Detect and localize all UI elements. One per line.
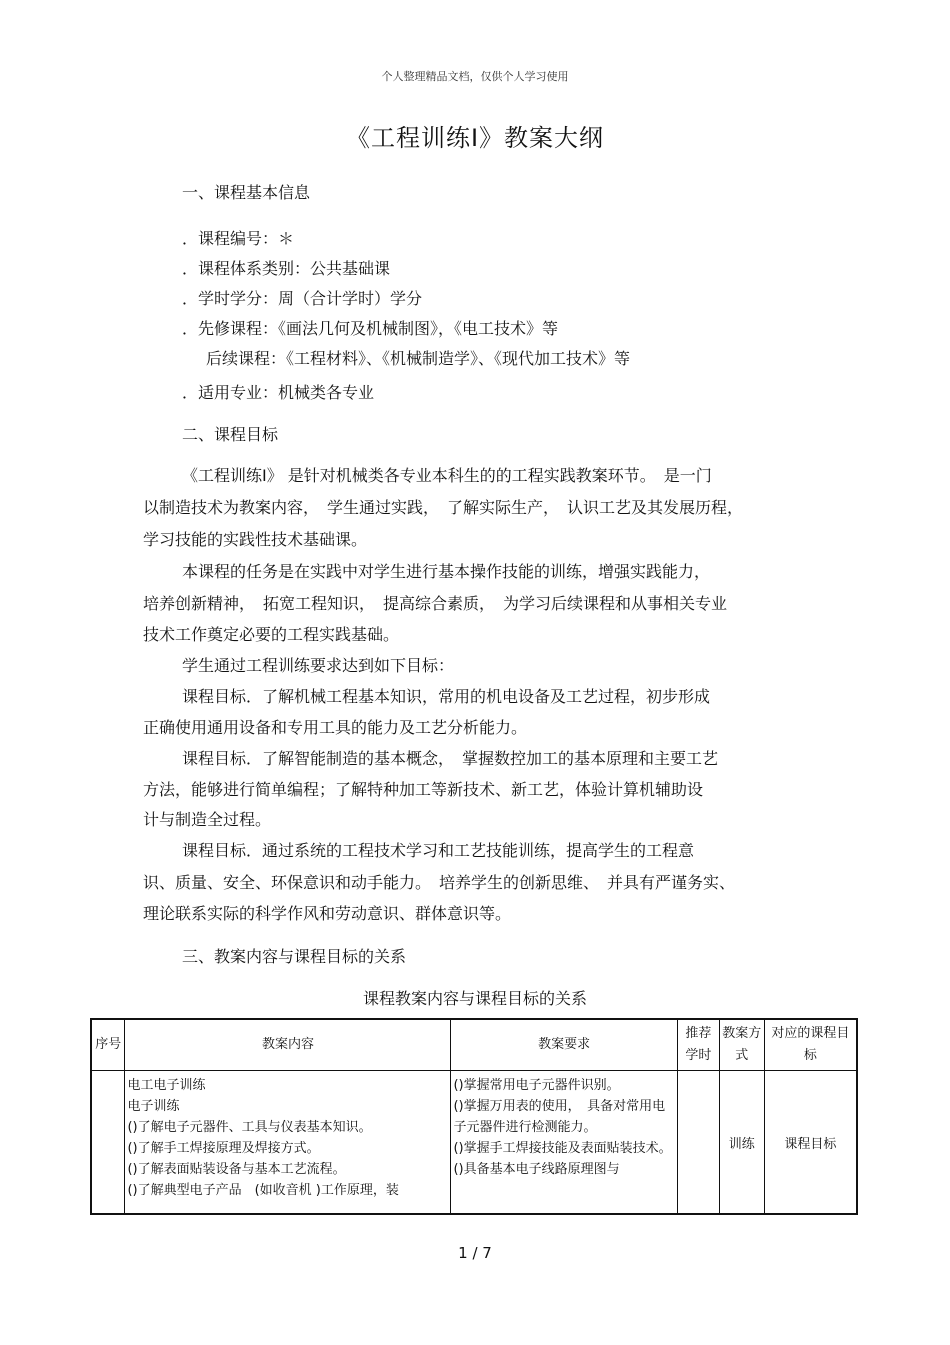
objective-line: 正确使用通用设备和专用工具的能力及工艺分析能力。 bbox=[143, 718, 528, 737]
objective-line: 《工程训练Ⅰ》 是针对机械类各专业本科生的的工程实践教案环节。 是一门 bbox=[182, 466, 712, 485]
content-line: ()了解表面贴装设备与基本工艺流程。 bbox=[127, 1162, 346, 1177]
info-prerequisites: ．先修课程：《画法几何及机械制图》，《电工技术》等 bbox=[182, 319, 559, 338]
objective-line: 学生通过工程训练要求达到如下目标： bbox=[182, 656, 455, 675]
info-course-category: ．课程体系类别：公共基础课 bbox=[182, 259, 391, 278]
info-applicable-majors: ．适用专业：机械类各专业 bbox=[182, 383, 375, 402]
section1-heading: 一、课程基本信息 bbox=[182, 183, 311, 202]
cell-target: 课程目标 bbox=[764, 1071, 857, 1215]
objective-line: 课程目标．了解智能制造的基本概念， 掌握数控加工的基本原理和主要工艺 bbox=[182, 749, 719, 768]
page-number: 1 / 7 bbox=[458, 1244, 492, 1262]
column-header-target: 对应的课程目标 bbox=[764, 1019, 857, 1071]
cell-hours bbox=[677, 1071, 719, 1215]
content-line: ()了解电子元器件、工具与仪表基本知识。 bbox=[127, 1120, 372, 1135]
section2-heading: 二、课程目标 bbox=[182, 425, 279, 444]
column-header-method: 教案方式 bbox=[719, 1019, 764, 1071]
column-header-index: 序号 bbox=[91, 1019, 125, 1071]
requirement-line: ()掌握手工焊接技能及表面贴装技术。 bbox=[453, 1141, 672, 1156]
objective-line: 学习技能的实践性技术基础课。 bbox=[143, 530, 368, 549]
objective-line: 以制造技术为教案内容， 学生通过实践， 了解实际生产， 认识工艺及其发展历程， bbox=[143, 498, 744, 517]
content-line: 电工电子训练 bbox=[127, 1078, 206, 1093]
content-line: 电子训练 bbox=[127, 1099, 180, 1114]
cell-content bbox=[125, 1071, 451, 1215]
cell-method: 训练 bbox=[719, 1071, 764, 1215]
section3-heading: 三、教案内容与课程目标的关系 bbox=[182, 947, 407, 966]
objective-line: 本课程的任务是在实践中对学生进行基本操作技能的训练，增强实践能力， bbox=[182, 562, 711, 581]
info-credits: ．学时学分：周（合计学时）学分 bbox=[182, 289, 423, 308]
requirement-line: ()掌握常用电子元器件识别。 bbox=[453, 1078, 620, 1093]
objective-line: 课程目标．了解机械工程基本知识，常用的机电设备及工艺过程，初步形成 bbox=[182, 687, 711, 706]
table-title: 课程教案内容与课程目标的关系 bbox=[362, 989, 587, 1008]
objective-line: 计与制造全过程。 bbox=[143, 810, 272, 829]
content-line: ()了解典型电子产品 (如收音机 )工作原理，装 bbox=[127, 1183, 399, 1198]
requirement-line: ()掌握万用表的使用， 具备对常用电子元器件进行检测能力。 bbox=[453, 1099, 666, 1135]
objective-line: 技术工作奠定必要的工程实践基础。 bbox=[143, 625, 400, 644]
objective-line: 识、质量、安全、环保意识和动手能力。 培养学生的创新思维、 并具有严谨务实、 bbox=[143, 873, 736, 892]
info-follow-up-courses: 后续课程：《工程材料》、《机械制造学》、《现代加工技术》等 bbox=[206, 349, 631, 368]
table-header-row bbox=[91, 1019, 857, 1071]
column-header-content: 教案内容 bbox=[125, 1019, 451, 1071]
relation-table bbox=[90, 1018, 858, 1215]
column-header-requirements: 教案要求 bbox=[451, 1019, 677, 1071]
table-row bbox=[91, 1071, 857, 1215]
info-course-code: ．课程编号：＊ bbox=[182, 229, 295, 248]
objective-line: 方法，能够进行简单编程；了解特种加工等新技术、新工艺，体验计算机辅助设 bbox=[143, 780, 704, 799]
objective-line: 课程目标．通过系统的工程技术学习和工艺技能训练，提高学生的工程意 bbox=[182, 841, 695, 860]
cell-index bbox=[91, 1071, 125, 1215]
objective-line: 理论联系实际的科学作风和劳动意识、群体意识等。 bbox=[143, 904, 512, 923]
objective-line: 培养创新精神， 拓宽工程知识， 提高综合素质， 为学习后续课程和从事相关专业 bbox=[143, 594, 728, 613]
document-title: 《工程训练Ⅰ》教案大纲 bbox=[345, 124, 605, 152]
column-header-hours: 推荐学时 bbox=[677, 1019, 719, 1071]
requirement-line: ()具备基本电子线路原理图与 bbox=[453, 1162, 620, 1177]
header-note: 个人整理精品文档，仅供个人学习使用 bbox=[381, 70, 569, 83]
content-line: ()了解手工焊接原理及焊接方式。 bbox=[127, 1141, 320, 1156]
cell-requirements bbox=[451, 1071, 677, 1215]
